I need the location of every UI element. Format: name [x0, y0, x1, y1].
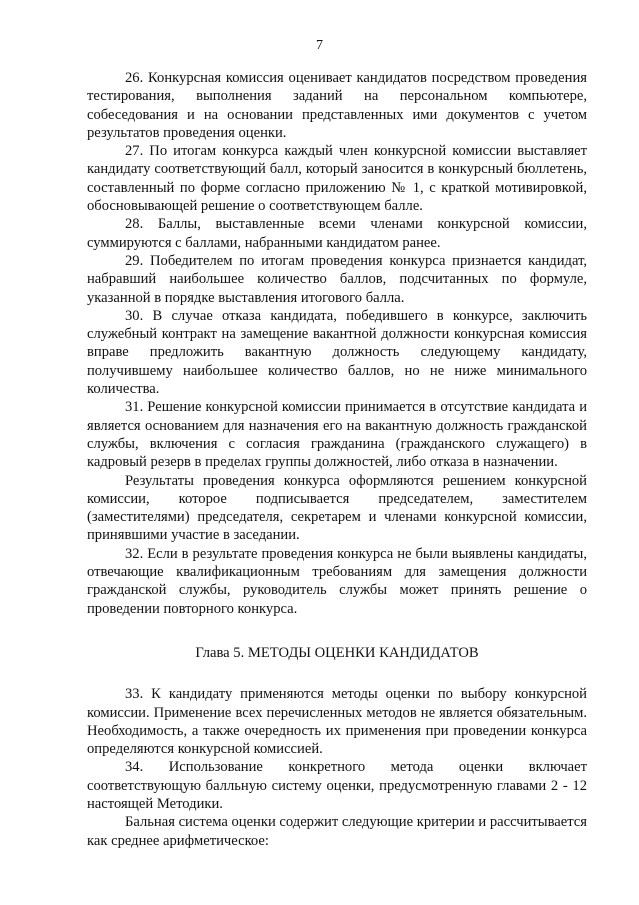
paragraph-29: 29. Победителем по итогам проведения конкурса признается кандидат, набравший наибольшее количество баллов, подсчитанных по формуле, указанной в порядке выставления итогового балла.: [87, 252, 587, 306]
paragraph-31: 31. Решение конкурсной комиссии принимается в отсутствие кандидата и является основанием для назначения его на вакантную должность гражданской службы, включения с согласия гражданина (гражданского служащего) в кадровый резерв в пределах группы должностей, либо отказа в назначении.: [87, 399, 587, 471]
chapter-title: Глава 5. МЕТОДЫ ОЦЕНКИ КАНДИДАТОВ: [195, 644, 479, 661]
paragraph-results: Результаты проведения конкурса оформляются решением конкурсной комиссии, которое подписывается председателем, заместителем (заместителями) председателя, секретарем и членами конкурсной комиссии, принявшими участие в заседании.: [87, 472, 587, 544]
document-body: [87, 69, 587, 850]
paragraph-26: 26. Конкурсная комиссия оценивает кандидатов посредством проведения тестирования, выполнения заданий на персональном компьютере, собеседования и на основании представленных ими документов с учетом результатов проведения оценки.: [87, 70, 587, 141]
paragraph-scoring: Бальная система оценки содержит следующие критерии и рассчитывается как среднее арифметическое:: [87, 814, 587, 849]
paragraph-28: 28. Баллы, выставленные всеми членами конкурсной комиссии, суммируются с баллами, набранными кандидатом ранее.: [87, 216, 587, 251]
paragraph-27: 27. По итогам конкурса каждый член конкурсной комиссии выставляет кандидату соответствующий балл, который заносится в конкурсный бюллетень, составленный по форме согласно приложению № 1, с краткой мотивировкой, обосновывающей решение о соответствующем балле.: [87, 143, 587, 215]
paragraph-33: 33. К кандидату применяются методы оценки по выбору конкурсной комиссии. Применение всех перечисленных методов не является обязательным. Необходимость, а также очередность их применения при проведении конкурса определяются конкурсной комиссией.: [87, 686, 587, 758]
paragraph-30: 30. В случае отказа кандидата, победившего в конкурсе, заключить служебный контракт на замещение вакантной должности конкурсная комиссия вправе предложить вакантную должность следующему кандидату, получившему наибольшее количество баллов, но не ниже минимального количества.: [87, 307, 587, 398]
paragraph-34: 34. Использование конкретного метода оценки включает соответствующую балльную систему оценки, предусмотренную главами 2 - 12 настоящей Методики.: [87, 759, 587, 812]
page-number: 7: [316, 38, 323, 53]
paragraph-32: 32. Если в результате проведения конкурса не были выявлены кандидаты, отвечающие квалификационным требованиям для замещения должности гражданской службы, руководитель службы может принять решение о проведении повторного конкурса.: [87, 545, 587, 617]
